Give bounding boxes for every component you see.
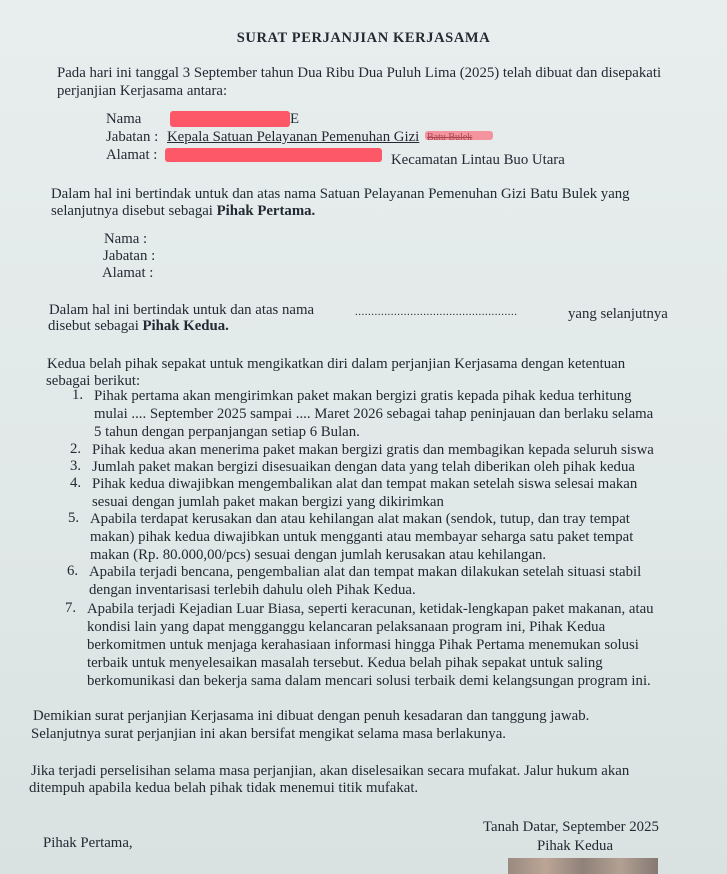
term-number: 4. bbox=[70, 475, 82, 491]
term-line: makan) pihak kedua diwajibkan untuk mengganti atau membayar seharga satu paket tempat bbox=[90, 529, 634, 545]
term-line: kondisi lain yang dapat mengganggu kelancaran pelaksanaan program ini, Pihak Kedua bbox=[87, 619, 606, 635]
term-line: Pihak pertama akan mengirimkan paket makan bergizi gratis kepada pihak kedua terhitung bbox=[94, 388, 632, 404]
party1-statement-line-1: Dalam hal ini bertindak untuk dan atas nama Satuan Pelayanan Pemenuhan Gizi Batu Bulek yang bbox=[51, 186, 630, 202]
term-line: sesuai dengan jumlah paket makan bergizi yang dikirimkan bbox=[92, 494, 444, 510]
terms-intro-line-1: Kedua belah pihak sepakat untuk mengikatkan diri dalam perjanjian Kerjasama dengan ketentuan bbox=[47, 356, 626, 372]
term-line: Pihak kedua akan menerima paket makan bergizi gratis dan membagikan kepada seluruh siswa bbox=[92, 442, 654, 458]
term-line: berkomunikasi dan bekerja sama dalam mencari solusi terbaik demi kelangsungan program ini. bbox=[87, 673, 651, 689]
term-line: makan (Rp. 80.000,00/pcs) sesuai dengan jumlah kerusakan atau kehilangan. bbox=[90, 547, 547, 563]
party1-role: Pihak Pertama. bbox=[216, 203, 316, 219]
term-line: 5 tahun dengan perpanjangan setiap 6 Bulan. bbox=[94, 424, 360, 440]
party2-jabatan-label: Jabatan : bbox=[103, 248, 156, 264]
party2-statement-end: yang selanjutnya bbox=[568, 306, 668, 322]
term-line: dengan inventarisasi terlebih dahulu oleh Pihak Kedua. bbox=[89, 582, 416, 598]
party1-alamat-label: Alamat : bbox=[106, 147, 158, 163]
redaction-mark bbox=[170, 111, 290, 127]
term-line: Jumlah paket makan bergizi disesuaikan dengan data yang telah diberikan oleh pihak kedua bbox=[92, 459, 635, 475]
party1-jabatan-label: Jabatan : bbox=[106, 129, 159, 145]
party1-statement-line-2: selanjutnya disebut sebagai Pihak Pertama. bbox=[51, 203, 316, 219]
closing-line-1: Demikian surat perjanjian Kerjasama ini dibuat dengan penuh kesadaran dan tanggung jawab. bbox=[33, 708, 590, 724]
signature-label-pihak-pertama: Pihak Pertama, bbox=[43, 835, 133, 851]
term-line: mulai .... September 2025 sampai .... Maret 2026 sebagai tahap peninjauan dan berlaku selama bbox=[94, 406, 654, 422]
terms-intro-line-2: sebagai berikut: bbox=[46, 373, 141, 389]
term-line: berkomitmen untuk menjaga kerahasiaan informasi hingga Pihak Pertama menemukan solusi bbox=[87, 637, 639, 653]
party1-jabatan-value: Kepala Satuan Pelayanan Pemenuhan Gizi bbox=[167, 129, 420, 145]
signature-label-pihak-kedua: Pihak Kedua bbox=[537, 838, 614, 854]
party2-nama-label: Nama : bbox=[104, 231, 148, 247]
term-number: 1. bbox=[72, 387, 84, 403]
party2-statement-start: Dalam hal ini bertindak untuk dan atas nama bbox=[49, 302, 315, 318]
term-number: 6. bbox=[67, 563, 79, 579]
term-line: Apabila terjadi Kejadian Luar Biasa, seperti keracunan, ketidak-lengkapan paket makanan, atau bbox=[87, 601, 654, 617]
opening-line-2: perjanjian Kerjasama antara: bbox=[57, 83, 228, 99]
term-number: 7. bbox=[65, 600, 77, 616]
party2-name-blank: .................................................. bbox=[355, 306, 518, 318]
redaction-mark bbox=[165, 148, 382, 162]
closing-line-3: Jika terjadi perselisihan selama masa perjanjian, akan diselesaikan secara mufakat. Jalur hukum akan bbox=[31, 763, 630, 779]
term-line: terbaik untuk menyelesaikan masalah tersebut. Kedua belah pihak sepakat untuk saling bbox=[87, 655, 603, 671]
party1-nama-label: Nama bbox=[106, 111, 142, 127]
party1-alamat-tail: Kecamatan Lintau Buo Utara bbox=[391, 152, 565, 168]
party2-alamat-label: Alamat : bbox=[102, 265, 154, 281]
term-line: Pihak kedua diwajibkan mengembalikan alat dan tempat makan setelah siswa selesai makan bbox=[92, 476, 638, 492]
term-number: 3. bbox=[70, 458, 82, 474]
term-number: 5. bbox=[68, 510, 80, 526]
opening-line-1: Pada hari ini tanggal 3 September tahun Dua Ribu Dua Puluh Lima (2025) telah dibuat dan disepakati bbox=[57, 65, 662, 81]
party2-role: Pihak Kedua. bbox=[142, 318, 229, 334]
term-number: 2. bbox=[70, 441, 82, 457]
document-title: SURAT PERJANJIAN KERJASAMA bbox=[236, 30, 491, 46]
closing-line-4: ditempuh apabila kedua belah pihak tidak menemui titik mufakat. bbox=[29, 780, 419, 796]
place-date: Tanah Datar, September 2025 bbox=[483, 819, 659, 835]
party2-statement-line-2: disebut sebagai Pihak Kedua. bbox=[48, 318, 229, 334]
redaction-mark bbox=[425, 131, 493, 140]
closing-line-2: Selanjutnya surat perjanjian ini akan bersifat mengikat selama masa berlakunya. bbox=[31, 726, 506, 742]
term-line: Apabila terdapat kerusakan dan atau kehilangan alat makan (sendok, tutup, dan tray tempat bbox=[90, 511, 630, 527]
stamp-fragment bbox=[508, 858, 658, 874]
party1-nama-tail: E bbox=[290, 111, 300, 127]
term-line: Apabila terjadi bencana, pengembalian alat dan tempat makan dilakukan setelah situasi stabil bbox=[89, 564, 642, 580]
